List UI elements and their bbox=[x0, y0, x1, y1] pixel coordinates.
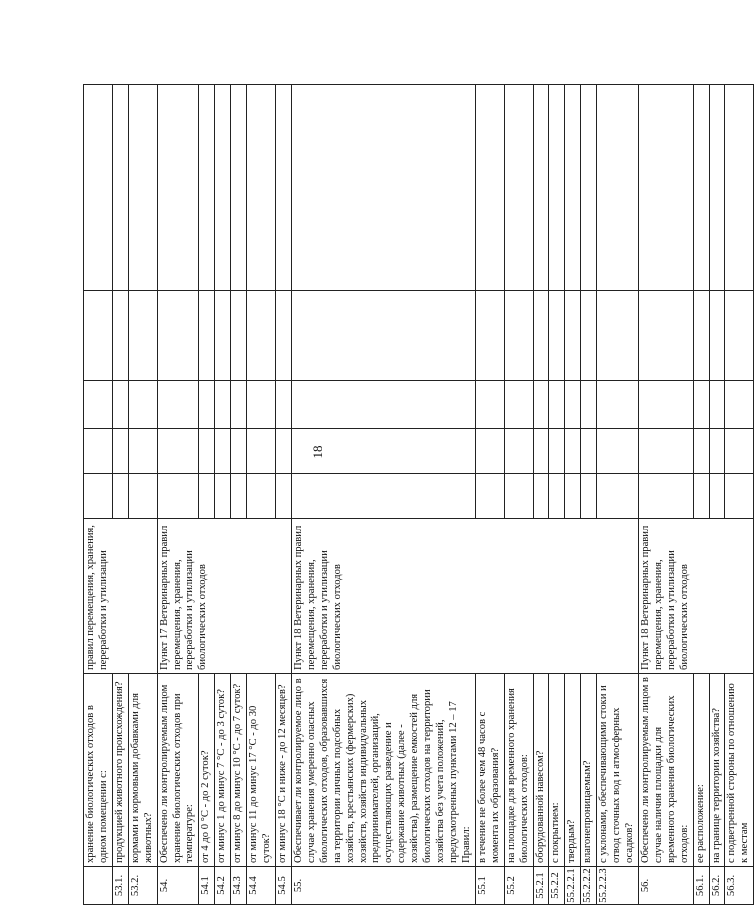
answer-no-cell bbox=[475, 429, 504, 474]
answer-no-cell bbox=[215, 429, 231, 474]
comment-cell bbox=[247, 85, 276, 291]
answer-yes-cell bbox=[504, 474, 533, 519]
comment-cell bbox=[693, 85, 709, 291]
comment-cell bbox=[291, 85, 475, 291]
comment-cell bbox=[231, 85, 247, 291]
item-number: 56.3. bbox=[725, 867, 754, 905]
table-row bbox=[549, 85, 565, 905]
comment-cell bbox=[709, 85, 725, 291]
answer-yes-cell bbox=[291, 474, 475, 519]
answer-no-cell bbox=[597, 429, 639, 474]
answer-no-cell bbox=[504, 429, 533, 474]
comment-cell bbox=[199, 85, 215, 291]
comment-cell bbox=[112, 85, 128, 291]
table-row bbox=[215, 85, 231, 905]
item-number: 53.2. bbox=[128, 867, 157, 905]
note-cell bbox=[112, 291, 128, 381]
comment-cell bbox=[597, 85, 639, 291]
answer-no-cell bbox=[709, 429, 725, 474]
not-applicable-cell bbox=[581, 381, 597, 429]
table-row bbox=[157, 85, 199, 905]
answer-yes-cell bbox=[709, 474, 725, 519]
note-cell bbox=[275, 291, 291, 381]
requirement-text: от минус 11 до минус 17 °С - до 30 суток? bbox=[247, 674, 276, 867]
answer-no-cell bbox=[247, 429, 276, 474]
table-row bbox=[693, 85, 709, 905]
comment-cell bbox=[215, 85, 231, 291]
note-cell bbox=[597, 291, 639, 381]
requirement-text: от минус 18 °С и ниже - до 12 месяцев? bbox=[275, 674, 291, 867]
requirement-text: в течение не более чем 48 часов с момента их образования? bbox=[475, 674, 504, 867]
note-cell bbox=[504, 291, 533, 381]
answer-yes-cell bbox=[247, 474, 276, 519]
table-row bbox=[199, 85, 215, 905]
note-cell bbox=[475, 291, 504, 381]
legal-reference: Пункт 18 Ветеринарных правил перемещения, хранения, переработки и утилизации биологических отходов bbox=[291, 519, 638, 674]
legal-reference: Пункт 18 Ветеринарных правил перемещения, хранения, переработки и утилизации биологических отходов bbox=[638, 519, 753, 674]
answer-yes-cell bbox=[128, 474, 157, 519]
note-cell bbox=[291, 291, 475, 381]
not-applicable-cell bbox=[199, 381, 215, 429]
table-row bbox=[581, 85, 597, 905]
requirement-text: кормами и кормовыми добавками для животных? bbox=[128, 674, 157, 867]
not-applicable-cell bbox=[215, 381, 231, 429]
item-number: 55.2.2.2 bbox=[581, 867, 597, 905]
checklist-table-rotated bbox=[83, 85, 751, 905]
requirement-text: влагонепроницаемым? bbox=[581, 674, 597, 867]
answer-no-cell bbox=[199, 429, 215, 474]
answer-yes-cell bbox=[549, 474, 565, 519]
not-applicable-cell bbox=[128, 381, 157, 429]
not-applicable-cell bbox=[533, 381, 549, 429]
item-number: 54.4 bbox=[247, 867, 276, 905]
legal-reference: правил перемещения, хранения, переработки и утилизации bbox=[84, 519, 158, 674]
requirement-text: Обеспечено ли контролируемым лицом в случае наличия площадки для временного хранения биологических отходов: bbox=[638, 674, 693, 867]
not-applicable-cell bbox=[275, 381, 291, 429]
note-cell bbox=[565, 291, 581, 381]
answer-no-cell bbox=[231, 429, 247, 474]
requirement-text: с уклонами, обеспечивающими стоки и отвод сточных вод и атмосферных осадков? bbox=[597, 674, 639, 867]
answer-yes-cell bbox=[725, 474, 754, 519]
item-number: 54.3 bbox=[231, 867, 247, 905]
requirement-text: на границе территории хозяйства? bbox=[709, 674, 725, 867]
note-cell bbox=[199, 291, 215, 381]
answer-no-cell bbox=[693, 429, 709, 474]
table-row bbox=[112, 85, 128, 905]
not-applicable-cell bbox=[291, 381, 475, 429]
answer-no-cell bbox=[565, 429, 581, 474]
answer-no-cell bbox=[275, 429, 291, 474]
item-number: 54. bbox=[157, 867, 199, 905]
requirement-text: от минус 8 до минус 10 °С - до 7 суток? bbox=[231, 674, 247, 867]
requirement-text: продукцией животного происхождения? bbox=[112, 674, 128, 867]
note-cell bbox=[581, 291, 597, 381]
table-row bbox=[247, 85, 276, 905]
comment-cell bbox=[533, 85, 549, 291]
note-cell bbox=[215, 291, 231, 381]
answer-yes-cell bbox=[199, 474, 215, 519]
answer-yes-cell bbox=[84, 474, 113, 519]
item-number: 56. bbox=[638, 867, 693, 905]
answer-no-cell bbox=[84, 429, 113, 474]
answer-no-cell bbox=[533, 429, 549, 474]
item-number: 54.1 bbox=[199, 867, 215, 905]
note-cell bbox=[693, 291, 709, 381]
answer-no-cell bbox=[549, 429, 565, 474]
item-number: 55.1 bbox=[475, 867, 504, 905]
not-applicable-cell bbox=[549, 381, 565, 429]
page-number: 18 bbox=[310, 445, 325, 459]
legal-reference: Пункт 17 Ветеринарных правил перемещения, хранения, переработки и утилизации биологических отходов bbox=[157, 519, 291, 674]
requirement-text: твердым? bbox=[565, 674, 581, 867]
note-cell bbox=[231, 291, 247, 381]
table-row bbox=[84, 85, 113, 905]
comment-cell bbox=[565, 85, 581, 291]
answer-yes-cell bbox=[475, 474, 504, 519]
answer-no-cell bbox=[291, 429, 475, 474]
table-row bbox=[504, 85, 533, 905]
comment-cell bbox=[638, 85, 693, 291]
requirement-text: Обеспечивает ли контролируемое лицо в случае хранения умеренно опасных биологических отходов, образовавшихся на территории личных подсобных хозяйств, крестьянских (фермерских) хозяйств, хозяйств индивидуальных предпринимателей, организаций, осуществляющих разведение и содержание животных (далее - хозяйства), размещение емкостей для биологических отходов на территории хозяйства без учета положений, предусмотренных пунктами 12 – 17 Правил: bbox=[291, 674, 475, 867]
requirement-text: на площадке для временного хранения биологических отходов: bbox=[504, 674, 533, 867]
not-applicable-cell bbox=[475, 381, 504, 429]
not-applicable-cell bbox=[247, 381, 276, 429]
answer-yes-cell bbox=[112, 474, 128, 519]
not-applicable-cell bbox=[504, 381, 533, 429]
comment-cell bbox=[504, 85, 533, 291]
item-number: 55.2.2.1 bbox=[565, 867, 581, 905]
answer-no-cell bbox=[112, 429, 128, 474]
answer-no-cell bbox=[638, 429, 693, 474]
note-cell bbox=[709, 291, 725, 381]
comment-cell bbox=[581, 85, 597, 291]
requirement-text: ее расположение: bbox=[693, 674, 709, 867]
note-cell bbox=[725, 291, 754, 381]
item-number: 56.1. bbox=[693, 867, 709, 905]
item-number bbox=[84, 867, 113, 905]
note-cell bbox=[247, 291, 276, 381]
not-applicable-cell bbox=[157, 381, 199, 429]
requirement-text: оборудованной навесом? bbox=[533, 674, 549, 867]
requirement-text: с подветренной стороны по отношению к местам bbox=[725, 674, 754, 867]
table-row bbox=[565, 85, 581, 905]
note-cell bbox=[128, 291, 157, 381]
table-row bbox=[231, 85, 247, 905]
comment-cell bbox=[128, 85, 157, 291]
answer-yes-cell bbox=[638, 474, 693, 519]
comment-cell bbox=[549, 85, 565, 291]
note-cell bbox=[533, 291, 549, 381]
comment-cell bbox=[84, 85, 113, 291]
answer-yes-cell bbox=[231, 474, 247, 519]
answer-yes-cell bbox=[565, 474, 581, 519]
not-applicable-cell bbox=[597, 381, 639, 429]
answer-no-cell bbox=[157, 429, 199, 474]
item-number: 53.1. bbox=[112, 867, 128, 905]
comment-cell bbox=[725, 85, 754, 291]
item-number: 56.2. bbox=[709, 867, 725, 905]
table-row bbox=[725, 85, 754, 905]
comment-cell bbox=[275, 85, 291, 291]
answer-no-cell bbox=[581, 429, 597, 474]
table-row bbox=[275, 85, 291, 905]
requirement-text: от минус 1 до минус 7 °С - до 3 суток? bbox=[215, 674, 231, 867]
note-cell bbox=[638, 291, 693, 381]
requirement-text: от 4 до 0 °С - до 2 суток? bbox=[199, 674, 215, 867]
item-number: 55.2.2 bbox=[549, 867, 565, 905]
note-cell bbox=[549, 291, 565, 381]
comment-cell bbox=[475, 85, 504, 291]
not-applicable-cell bbox=[725, 381, 754, 429]
checklist-table bbox=[83, 84, 754, 905]
item-number: 55.2.1 bbox=[533, 867, 549, 905]
not-applicable-cell bbox=[112, 381, 128, 429]
answer-no-cell bbox=[128, 429, 157, 474]
item-number: 55.2 bbox=[504, 867, 533, 905]
table-row bbox=[475, 85, 504, 905]
item-number: 54.2 bbox=[215, 867, 231, 905]
table-row bbox=[291, 85, 475, 905]
table-row bbox=[638, 85, 693, 905]
item-number: 55. bbox=[291, 867, 475, 905]
table-row bbox=[709, 85, 725, 905]
item-number: 54.5 bbox=[275, 867, 291, 905]
table-row bbox=[533, 85, 549, 905]
not-applicable-cell bbox=[638, 381, 693, 429]
answer-yes-cell bbox=[157, 474, 199, 519]
comment-cell bbox=[157, 85, 199, 291]
answer-yes-cell bbox=[533, 474, 549, 519]
not-applicable-cell bbox=[565, 381, 581, 429]
table-body bbox=[84, 85, 754, 905]
table-row bbox=[128, 85, 157, 905]
answer-yes-cell bbox=[597, 474, 639, 519]
answer-yes-cell bbox=[275, 474, 291, 519]
not-applicable-cell bbox=[84, 381, 113, 429]
answer-yes-cell bbox=[215, 474, 231, 519]
requirement-text: Обеспечено ли контролируемым лицом хранение биологических отходов при температуре: bbox=[157, 674, 199, 867]
not-applicable-cell bbox=[709, 381, 725, 429]
item-number: 55.2.2.3 bbox=[597, 867, 639, 905]
requirement-text: хранение биологических отходов в одном помещении с: bbox=[84, 674, 113, 867]
table-row bbox=[597, 85, 639, 905]
answer-yes-cell bbox=[693, 474, 709, 519]
requirement-text: с покрытием: bbox=[549, 674, 565, 867]
answer-no-cell bbox=[725, 429, 754, 474]
not-applicable-cell bbox=[693, 381, 709, 429]
note-cell bbox=[84, 291, 113, 381]
note-cell bbox=[157, 291, 199, 381]
answer-yes-cell bbox=[581, 474, 597, 519]
not-applicable-cell bbox=[231, 381, 247, 429]
